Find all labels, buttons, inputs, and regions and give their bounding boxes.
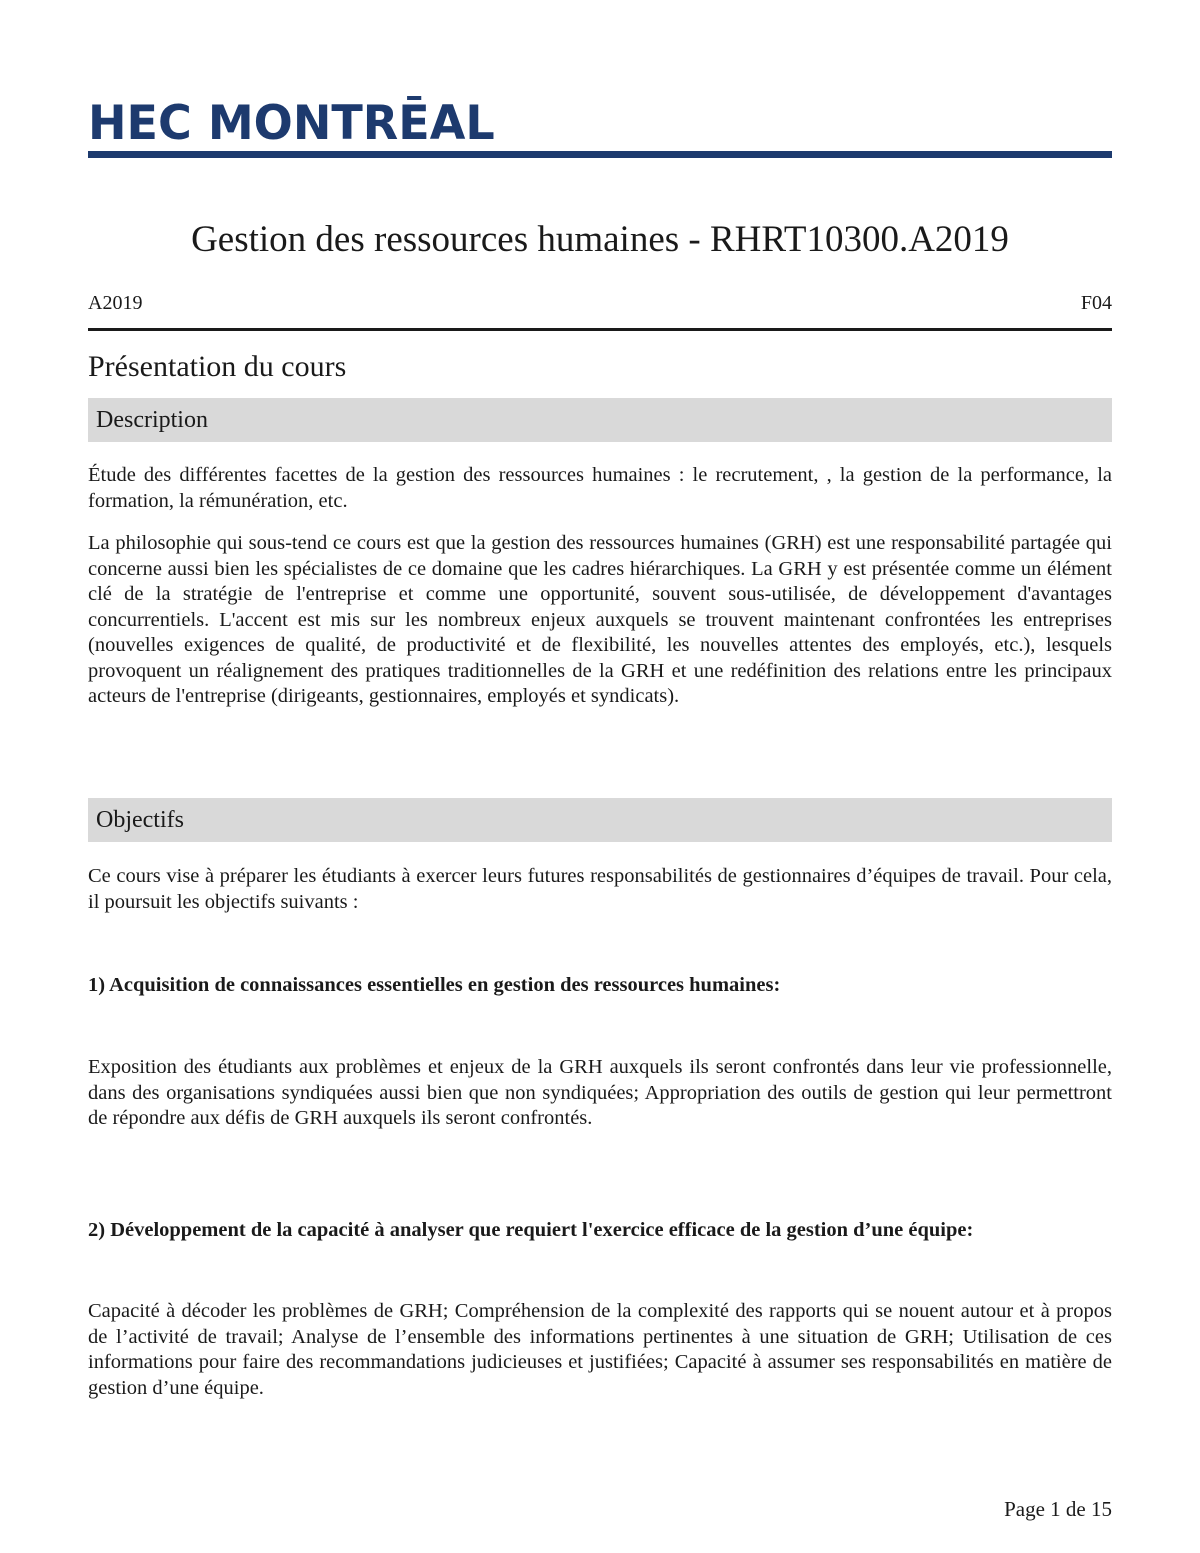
header-divider [88, 328, 1112, 331]
section-code: F04 [1080, 292, 1112, 314]
objective-1-title: 1) Acquisition de connaissances essentielles en gestion des ressources humaines: [88, 974, 781, 996]
description-paragraph-2: La philosophie qui sous-tend ce cours est que la gestion des ressources humaines (GRH) est une responsabilité partagée qui concerne aussi bien les spécialistes de ce domaine que les cadres hiérarchiques. La GRH y est présentée comme un élément clé de la stratégie de l'entreprise et comme une opportunité, souvent sous-utilisée, de développement d'avantages concurrentiels. L'accent est mis sur les nombreux enjeux auxquels se trouvent maintenant confrontées les entreprises (nouvelles exigences de qualité, de productivité et de flexibilité, les nouvelles attentes des employés, etc.), lesquels provoquent un réalignement des pratiques traditionnelles de la GRH et une redéfinition des relations entre les principaux acteurs de l'entreprise (dirigeants, gestionnaires, employés et syndicats). [88, 532, 1112, 707]
course-meta-row [88, 290, 1112, 316]
hec-montreal-logo [88, 98, 503, 150]
description-paragraph-1: Étude des différentes facettes de la gestion des ressources humaines : le recrutement, , la gestion de la performance, la formation, la rémunération, etc. [88, 464, 1112, 512]
description-heading: Description [96, 407, 208, 433]
objective-2-text: Capacité à décoder les problèmes de GRH; Compréhension de la complexité des rapports qui se nouent autour et à propos de l’activité de travail; Analyse de l’ensemble des informations pertinentes à une situation de GRH; Utilisation de ces informations pour faire des recommandations judicieuses et justifiées; Capacité à assumer ses responsabilités en matière de gestion d’une équipe. [88, 1300, 1112, 1399]
term-label: A2019 [88, 292, 143, 314]
course-title: Gestion des ressources humaines - RHRT10300.A2019 [191, 219, 1009, 260]
objective-2-title: 2) Développement de la capacité à analyser que requiert l'exercice efficace de la gestion d’une équipe: [88, 1219, 974, 1241]
objective-1-text: Exposition des étudiants aux problèmes et enjeux de la GRH auxquels ils seront confrontés dans leur vie professionnelle, dans des organisations syndiquées aussi bien que non syndiquées; Appropriation des outils de gestion qui leur permettront de répondre aux défis de GRH auxquels ils seront confrontés. [88, 1056, 1112, 1129]
objectifs-heading: Objectifs [96, 807, 184, 833]
section-title: Présentation du cours [88, 350, 347, 383]
logo-underline-rule [88, 151, 1112, 158]
objectifs-intro: Ce cours vise à préparer les étudiants à exercer leurs futures responsabilités de gestionnaires d’équipes de travail. Pour cela, il poursuit les objectifs suivants : [88, 865, 1112, 913]
description-heading-band [88, 398, 1112, 442]
objectifs-heading-band [88, 798, 1112, 842]
page-number: Page 1 de 15 [1004, 1497, 1112, 1521]
logo-wordmark: HEC MONTRĒAL [88, 96, 495, 151]
